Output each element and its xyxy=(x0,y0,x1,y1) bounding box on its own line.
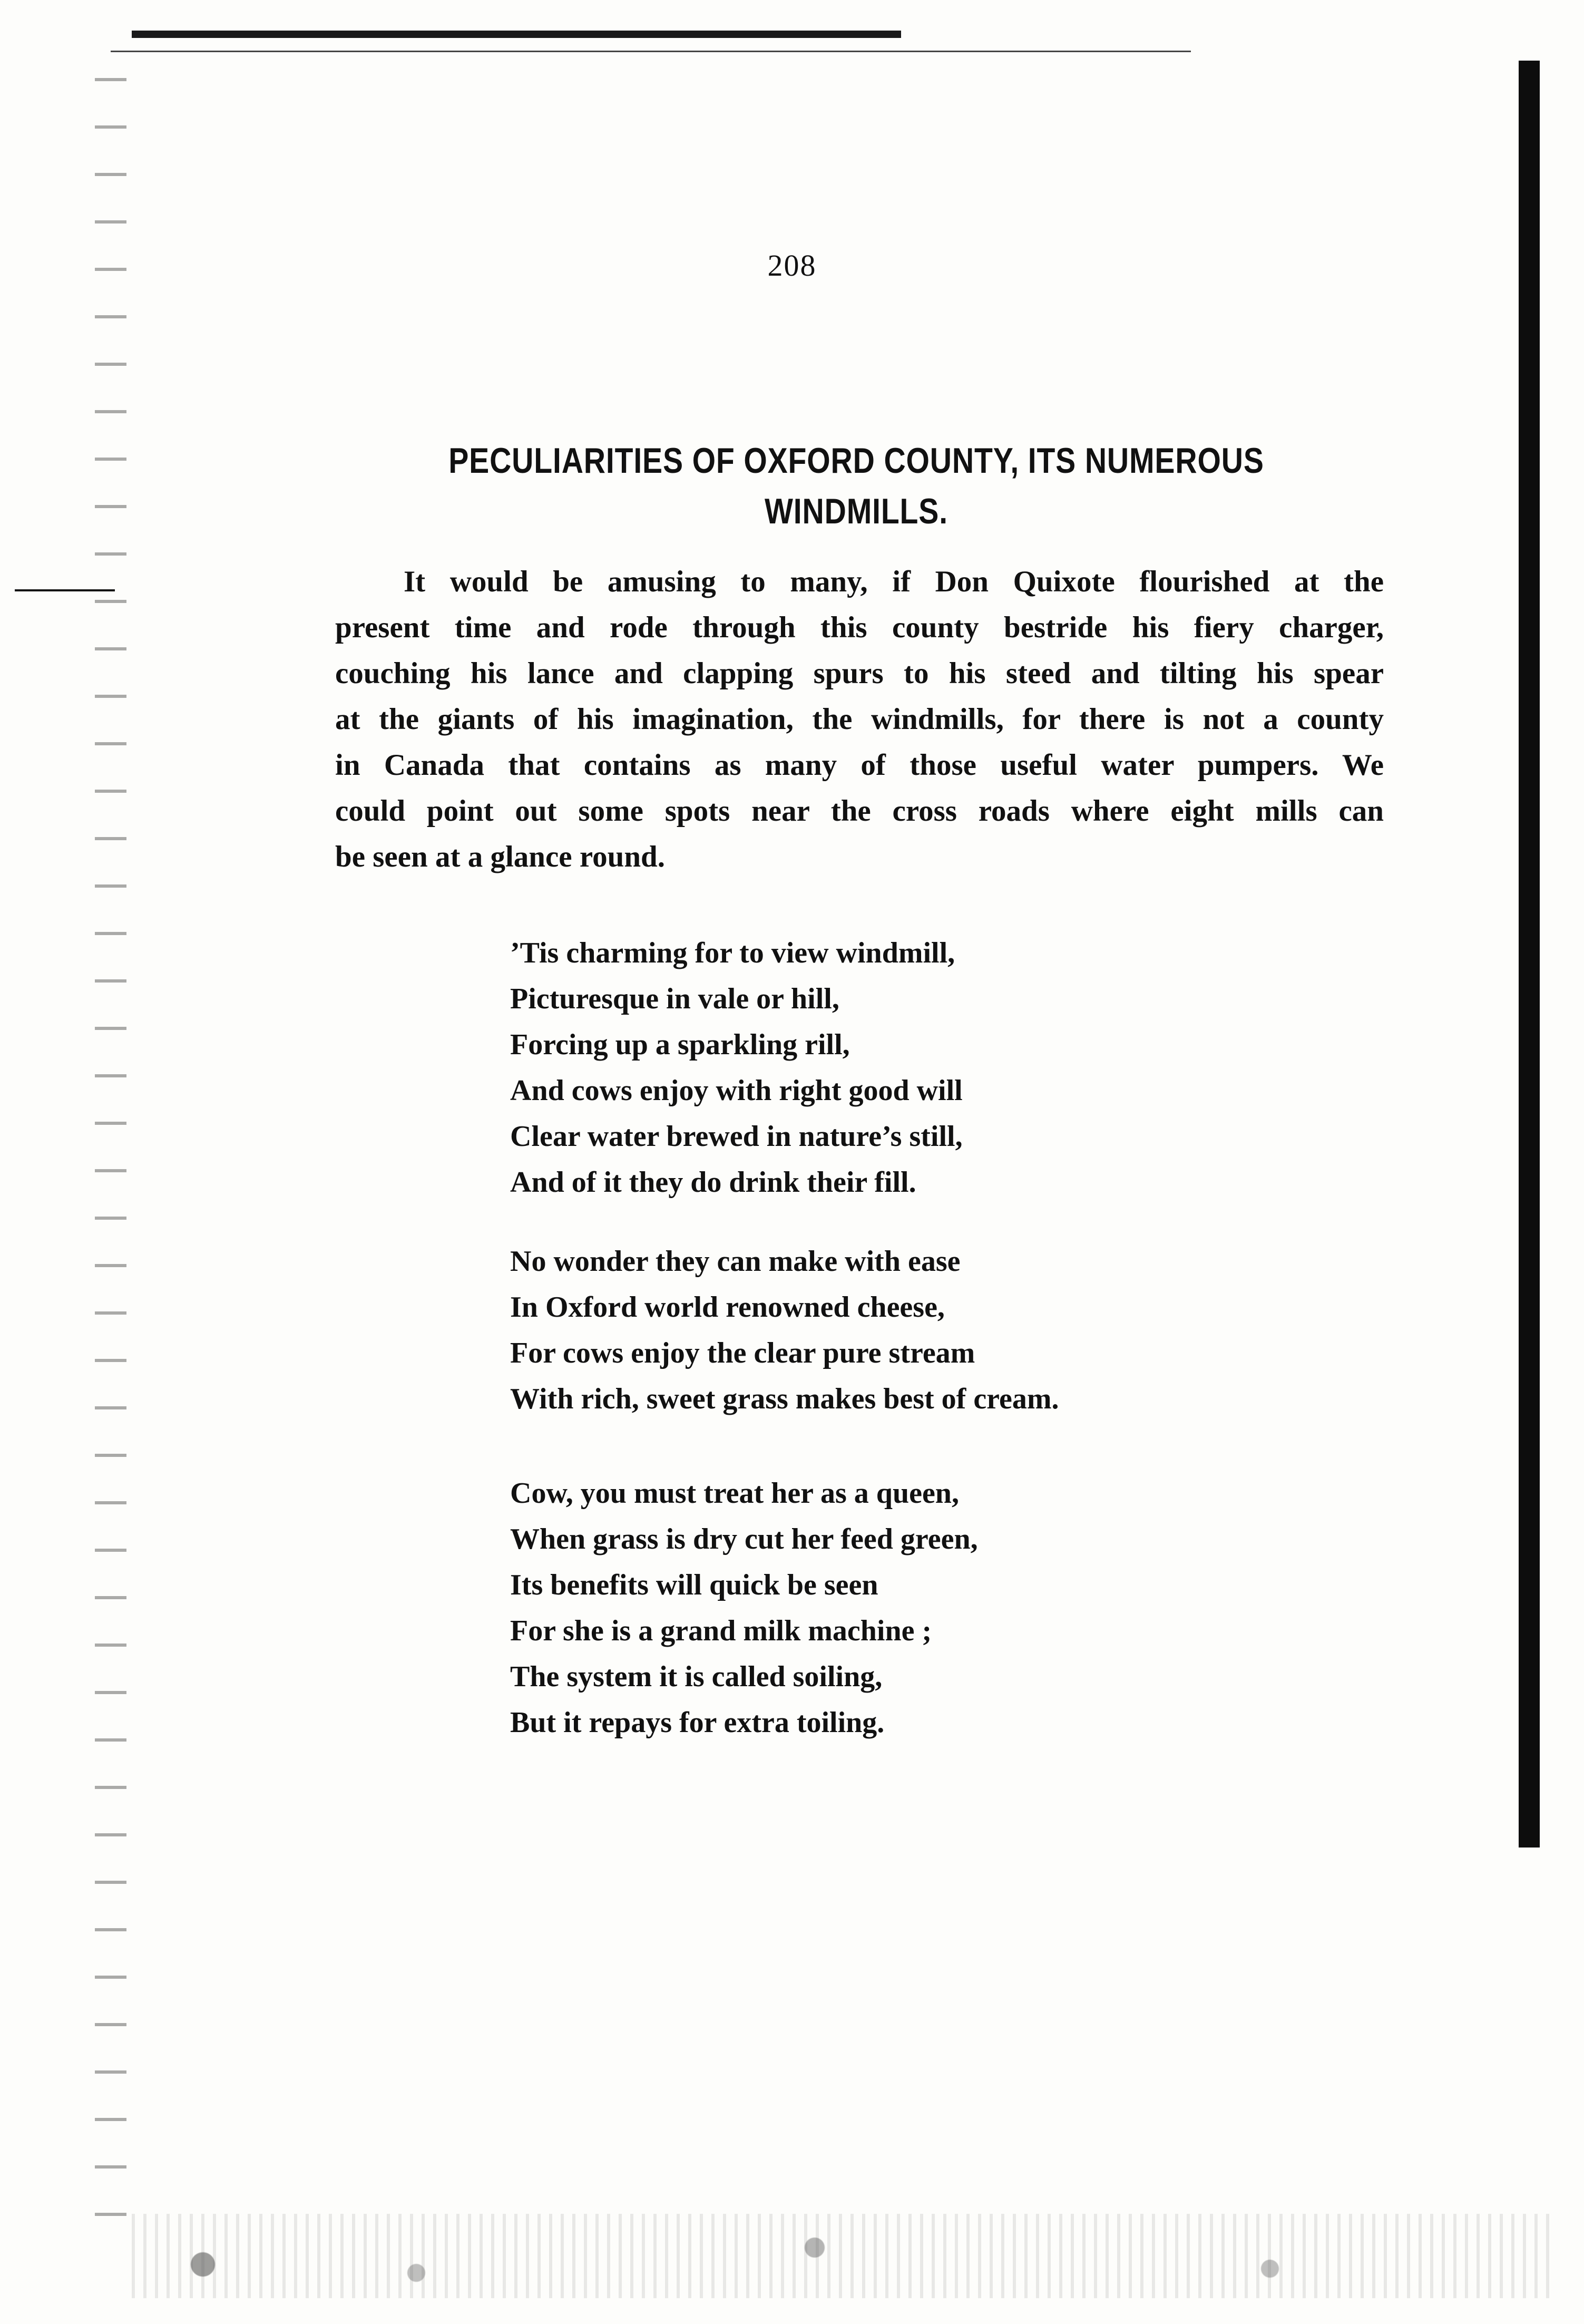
verse-line: In Oxford world renowned cheese, xyxy=(510,1291,945,1324)
verse-line: Forcing up a sparkling rill, xyxy=(510,1028,850,1061)
verse-line: Its benefits will quick be seen xyxy=(510,1569,878,1601)
top-thin-rule-artifact xyxy=(111,51,1191,52)
chapter-title xyxy=(403,435,1310,537)
verse-line: For she is a grand milk machine ; xyxy=(510,1615,932,1647)
paragraph-line: present time and rode through this county bestride his fiery charger, xyxy=(335,611,1384,644)
title-line: WINDMILLS. xyxy=(765,491,948,531)
verse-line: ’Tis charming for to view windmill, xyxy=(510,937,955,969)
verse-line: The system it is called soiling, xyxy=(510,1660,883,1693)
verse-stanza-2 xyxy=(510,1239,1059,1422)
bottom-edge-noise xyxy=(132,2214,1554,2298)
paragraph-line: at the giants of his imagination, the windmills, for there is not a county xyxy=(335,703,1384,736)
paragraph-line: couching his lance and clapping spurs to his steed and tilting his spear xyxy=(335,657,1384,690)
verse-stanza-3 xyxy=(510,1471,978,1746)
verse-line: And cows enjoy with right good will xyxy=(510,1074,963,1107)
paragraph-line: be seen at a glance round. xyxy=(335,840,665,873)
right-edge-bar-artifact xyxy=(1519,61,1540,1847)
intro-paragraph xyxy=(335,559,1384,880)
left-margin-line xyxy=(15,589,115,591)
page-number: 208 xyxy=(767,248,817,283)
verse-line: Cow, you must treat her as a queen, xyxy=(510,1477,959,1510)
verse-line: And of it they do drink their fill. xyxy=(510,1166,916,1199)
verse-line: Picturesque in vale or hill, xyxy=(510,983,839,1015)
verse-line: No wonder they can make with ease xyxy=(510,1245,961,1278)
verse-line: But it repays for extra toiling. xyxy=(510,1706,885,1739)
verse-line: Clear water brewed in nature’s still, xyxy=(510,1120,963,1153)
verse-line: For cows enjoy the clear pure stream xyxy=(510,1337,975,1369)
title-line: PECULIARITIES OF OXFORD COUNTY, ITS NUMEROUS xyxy=(448,440,1264,481)
top-rule-artifact xyxy=(132,31,901,38)
paragraph-line: in Canada that contains as many of those useful water pumpers. We xyxy=(335,748,1384,782)
left-margin-speckle xyxy=(95,58,126,2245)
paragraph-line: could point out some spots near the cross roads where eight mills can xyxy=(335,794,1384,828)
verse-line: With rich, sweet grass makes best of cream. xyxy=(510,1383,1059,1415)
paragraph-line: It would be amusing to many, if Don Quixote flourished at the xyxy=(404,565,1384,598)
verse-stanza-1 xyxy=(510,930,963,1205)
verse-line: When grass is dry cut her feed green, xyxy=(510,1523,978,1555)
